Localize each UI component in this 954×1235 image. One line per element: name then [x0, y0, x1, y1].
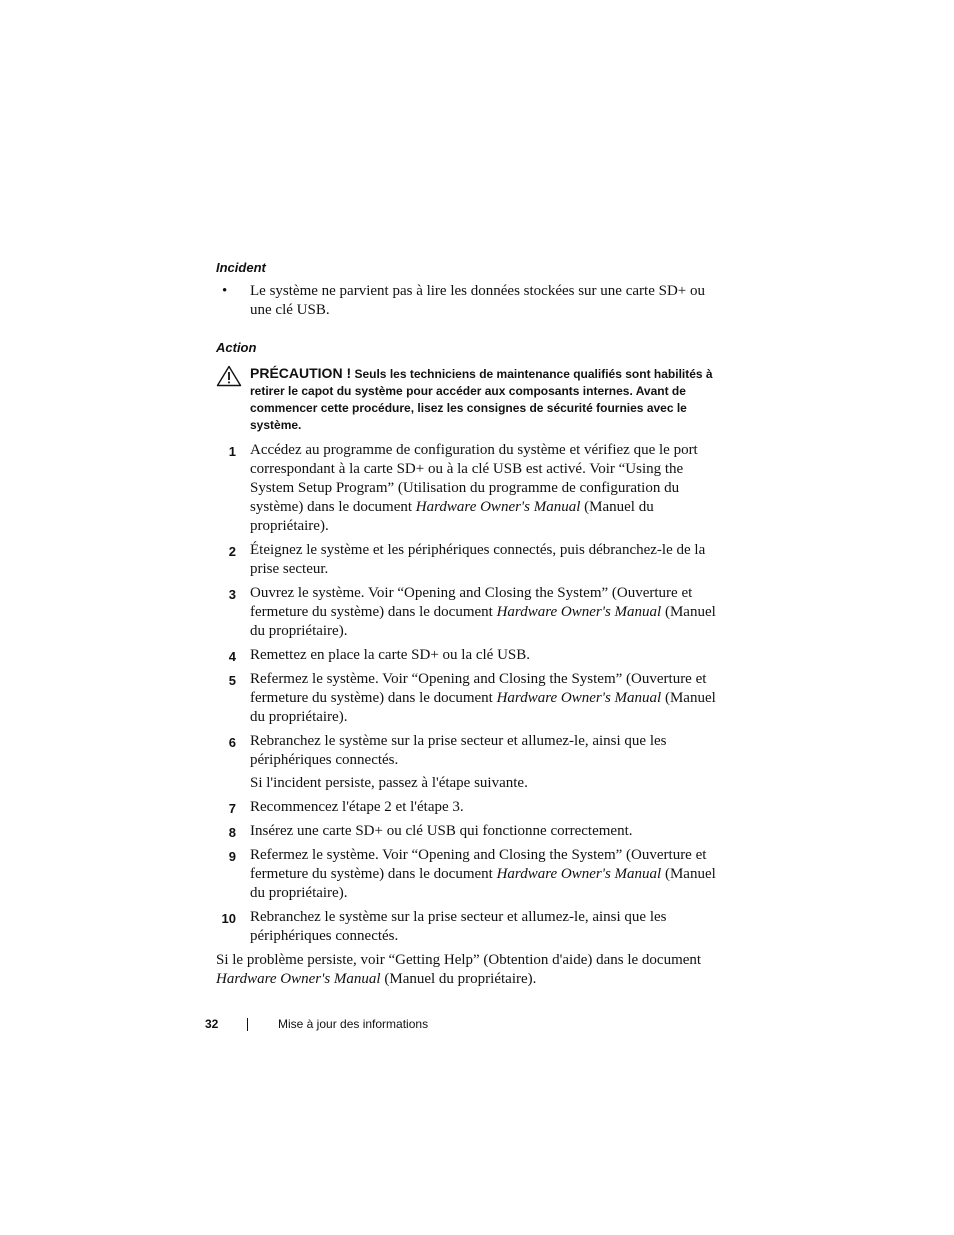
step-text-after: (Manuel du propriétaire). [250, 604, 716, 639]
page-footer [205, 1015, 428, 1033]
step-number: 8 [228, 825, 236, 840]
step-7 [216, 798, 716, 817]
caution-notice [216, 365, 716, 434]
step-text-after: (Manuel du propriétaire). [250, 690, 716, 725]
step-text: Refermez le système. Voir “Opening and Closing the System” (Ouverture et fermeture du système) dans le document [250, 671, 707, 706]
list-item [216, 282, 716, 320]
steps-list [216, 441, 716, 946]
incident-text: Le système ne parvient pas à lire les données stockées sur une carte SD+ ou une clé USB. [250, 283, 705, 318]
footer-title: Mise à jour des informations [278, 1017, 429, 1031]
step-9 [216, 846, 716, 903]
step-number: 2 [228, 544, 236, 559]
step-4 [216, 646, 716, 665]
step-2 [216, 541, 716, 579]
page-number: 32 [205, 1017, 219, 1031]
step-text: Recommencez l'étape 2 et l'étape 3. [250, 799, 464, 815]
step-text: Insérez une carte SD+ ou clé USB qui fonctionne correctement. [250, 823, 633, 839]
step-8 [216, 822, 716, 841]
step-text: Rebranchez le système sur la prise secteur et allumez-le, ainsi que les périphériques connectés. [250, 733, 667, 768]
incident-list [216, 282, 716, 320]
step-3 [216, 584, 716, 641]
step-6-note: Si l'incident persiste, passez à l'étape suivante. [250, 775, 528, 791]
step-text-after: (Manuel du propriétaire). [250, 499, 654, 534]
step-number: 3 [228, 587, 236, 602]
step-number: 4 [228, 649, 236, 664]
action-heading: Action [216, 340, 257, 355]
closing-text-after: (Manuel du propriétaire). [380, 971, 537, 987]
manual-title: Hardware Owner's Manual [496, 866, 662, 882]
step-number: 7 [228, 801, 236, 816]
manual-title: Hardware Owner's Manual [216, 971, 381, 987]
step-text: Rebranchez le système sur la prise secteur et allumez-le, ainsi que les périphériques connectés. [250, 909, 667, 944]
page-content [216, 259, 716, 1004]
step-number: 6 [228, 735, 236, 750]
step-text-after: (Manuel du propriétaire). [250, 866, 716, 901]
step-text: Accédez au programme de configuration du système et vérifiez que le port correspondant à la carte SD+ ou à la clé USB est activé. Voir “Using the System Setup Program” (Utilisation du programme de configuration du système) dans le document [250, 442, 698, 515]
caution-text: Seuls les techniciens de maintenance qualifiés sont habilités à retirer le capot du système pour accéder aux composants internes. Avant de commencer cette procédure, lisez les consignes de sécurité fournies avec le système. [250, 367, 713, 432]
step-text: Éteignez le système et les périphériques connectés, puis débranchez-le de la prise secteur. [250, 542, 706, 577]
incident-heading: Incident [216, 260, 266, 275]
manual-title: Hardware Owner's Manual [496, 604, 662, 620]
step-text: Refermez le système. Voir “Opening and Closing the System” (Ouverture et fermeture du système) dans le document [250, 847, 707, 882]
step-number: 10 [221, 911, 236, 926]
closing-paragraph [216, 951, 716, 989]
step-10 [216, 908, 716, 946]
step-1 [216, 441, 716, 536]
step-number: 1 [228, 444, 236, 459]
bullet-icon: • [222, 283, 228, 299]
step-number: 5 [228, 673, 236, 688]
caution-label: PRÉCAUTION ! [250, 365, 352, 381]
step-text: Ouvrez le système. Voir “Opening and Closing the System” (Ouverture et fermeture du système) dans le document [250, 585, 693, 620]
step-6 [216, 732, 716, 793]
step-5 [216, 670, 716, 727]
manual-title: Hardware Owner's Manual [415, 499, 581, 515]
step-number: 9 [228, 849, 236, 864]
footer-divider [247, 1018, 248, 1031]
closing-text: Si le problème persiste, voir “Getting Help” (Obtention d'aide) dans le document [216, 952, 702, 968]
manual-title: Hardware Owner's Manual [496, 690, 662, 706]
step-text: Remettez en place la carte SD+ ou la clé USB. [250, 647, 531, 663]
warning-triangle-icon [216, 365, 242, 387]
